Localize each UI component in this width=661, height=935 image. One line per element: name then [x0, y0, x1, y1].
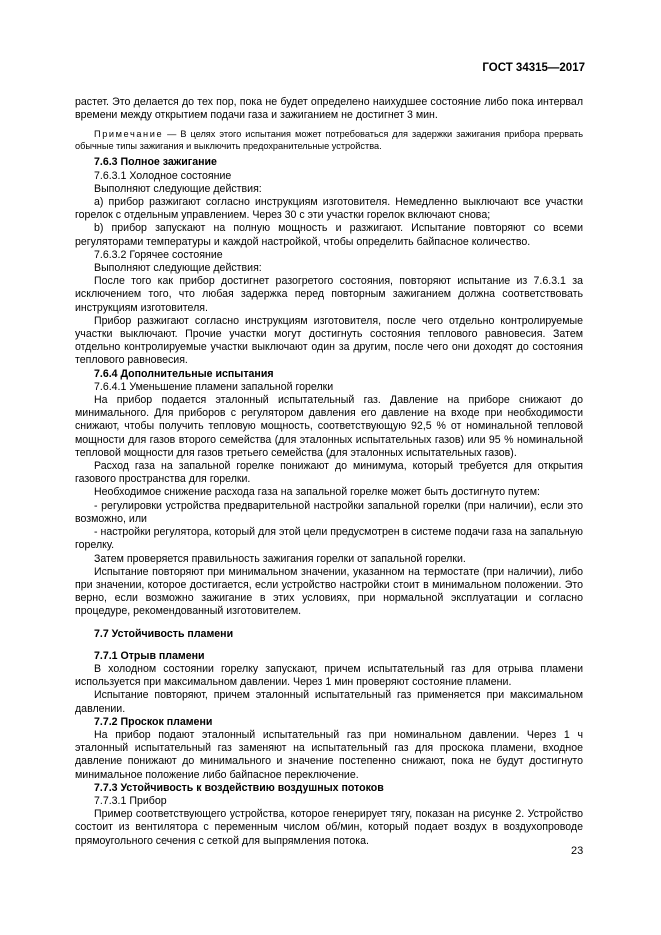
subsection-7-6-3-1: 7.6.3.1 Холодное состояние [94, 169, 232, 182]
paragraph: Выполняют следующие действия: [94, 262, 262, 275]
note [75, 128, 583, 152]
list-item: b) прибор запускают на полную мощность и разжигают. Испытание повторяют со всеми регуляторами температуры и каждой настройкой, чтобы определить байпасное количество. [75, 222, 583, 248]
subsection-7-7-3-1: 7.7.3.1 Прибор [94, 794, 167, 807]
page-number: 23 [571, 845, 584, 857]
paragraph: На прибор подается эталонный испытательный газ. Давление на приборе снижают до минимального. Для приборов с регулятором давления его давление на входе при необходимости снижают, чтобы получить тепловую мощность, соответствующую 92,5 % от номинальной тепловой мощности для газов второго семейства (для эталонных испытательных газов) или 95 % номинальной тепловой мощности для газов третьего семейства (для эталонных испытательных газов). [75, 394, 583, 459]
list-item: a) прибор разжигают согласно инструкциям изготовителя. Немедленно выключают все участки горелок с отдельным управлением. Через 30 с эти участки горелок включают снова; [75, 196, 583, 222]
section-heading-7-7-3: 7.7.3 Устойчивость к воздействию воздушных потоков [94, 781, 384, 794]
paragraph: Затем проверяется правильность зажигания горелки от запальной горелки. [94, 552, 466, 565]
document-body [75, 96, 583, 848]
paragraph: Пример соответствующего устройства, которое генерирует тягу, показан на рисунке 2. Устройство состоит из вентилятора с переменным числом об/мин, который подает воздух в воздухопроводе прямоугольного сечения с сеткой для выпрямления потока. [75, 808, 583, 847]
paragraph: Прибор разжигают согласно инструкциям изготовителя, после чего отдельно контролируемые участки выключают. Прочие участки могут достигнуть состояния теплового равновесия. Затем отдельно контролируемые участки выключают один за другим, после чего они доходят до состояния теплового равновесия. [75, 314, 583, 367]
section-heading-7-7: 7.7 Устойчивость пламени [94, 627, 234, 640]
list-item: - регулировки устройства предварительной настройки запальной горелки (при наличии), если это возможно, или [75, 499, 583, 525]
section-heading-7-6-3: 7.6.3 Полное зажигание [94, 156, 217, 169]
paragraph: Выполняют следующие действия: [94, 182, 262, 195]
paragraph: Расход газа на запальной горелке понижают до минимума, который требуется для открытия газового пространства для горелки. [75, 460, 583, 486]
standard-header: ГОСТ 34315—2017 [482, 62, 585, 74]
paragraph: Испытание повторяют, причем эталонный испытательный газ применяется при максимальном давлении. [75, 689, 583, 715]
paragraph: На прибор подают эталонный испытательный газ при номинальном давлении. Через 1 ч эталонный испытательный газ заменяют на испытательный газ для проскока пламени, входное давление понижают до минимального и значение постепенно снижают, пока не будут достигнуто минимальное положение либо байпасное переключение. [75, 728, 583, 781]
paragraph: В холодном состоянии горелку запускают, причем испытательный газ для отрыва пламени используется при максимальном давлении. Через 1 мин проверяют состояние пламени. [75, 662, 583, 689]
subsection-7-6-4-1: 7.6.4.1 Уменьшение пламени запальной горелки [94, 380, 334, 393]
paragraph: Испытание повторяют при минимальном значении, указанном на термостате (при наличии), либо при значении, которое достигается, если устройство настройки стоит в минимальном положении. Это верно, если возможно зажигание в этих условиях, при нормальной эксплуатации и согласно процедуре, рекомендованный изготовителем. [75, 565, 583, 618]
note-text: — В целях этого испытания может потребоваться для задержки зажигания прибора прервать обычные типы зажигания и выключить предохранительные устройства. [75, 129, 583, 152]
paragraph: Необходимое снижение расхода газа на запальной горелке может быть достигнуто путем: [94, 486, 540, 499]
section-heading-7-7-1: 7.7.1 Отрыв пламени [94, 649, 205, 662]
section-heading-7-7-2: 7.7.2 Проскок пламени [94, 715, 213, 728]
list-item: - настройки регулятора, который для этой цели предусмотрен в системе подачи газа на запальную горелку. [75, 526, 583, 552]
paragraph: После того как прибор достигнет разогретого состояния, повторяют испытание из 7.6.3.1 за исключением того, что любая задержка перед повторным зажиганием должна соответствовать инструкциям изготовителя. [75, 275, 583, 314]
subsection-7-6-3-2: 7.6.3.2 Горячее состояние [94, 248, 223, 261]
paragraph: растет. Это делается до тех пор, пока не будет определено наихудшее состояние либо пока интервал времени между открытием подачи газа и зажиганием не достигнет 3 мин. [75, 96, 583, 122]
note-label: Примечание [94, 129, 164, 140]
section-heading-7-6-4: 7.6.4 Дополнительные испытания [94, 367, 274, 380]
